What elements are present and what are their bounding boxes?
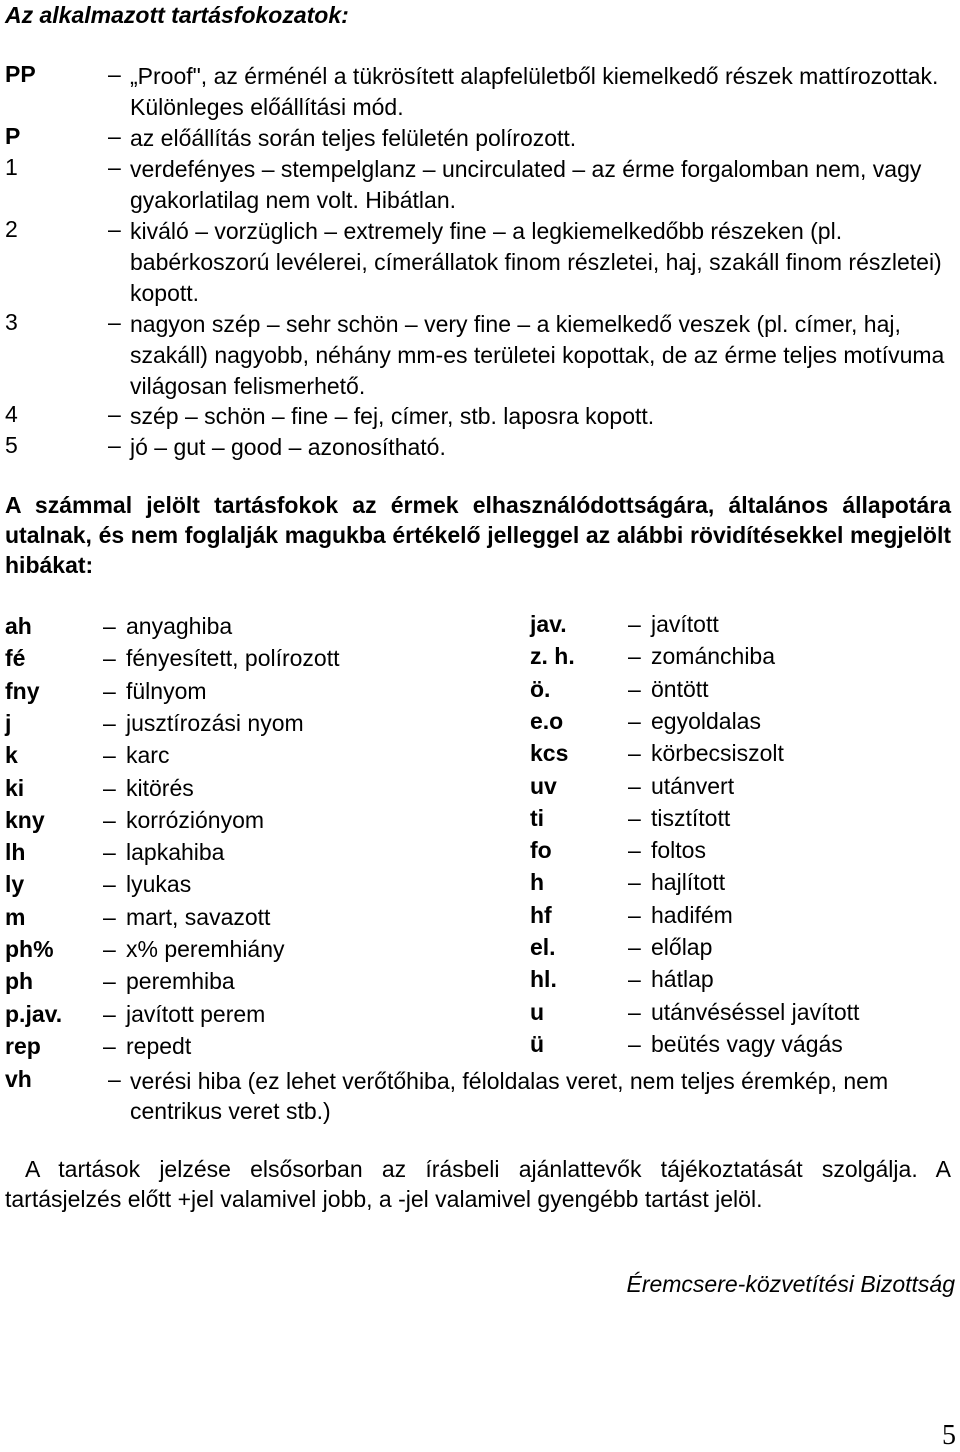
abbreviation-code: k <box>5 742 18 769</box>
abbreviation-desc: x% peremhiány <box>126 936 285 962</box>
abbreviation-item <box>530 837 950 867</box>
abbreviation-item <box>5 613 505 643</box>
dash: – <box>103 839 116 866</box>
abbreviation-item <box>5 936 505 966</box>
dash: – <box>108 216 121 242</box>
abbreviation-code: e.o <box>530 707 564 734</box>
grades-explanation: A számmal jelölt tartásfokok az érmek elhasználódottságára, általános állapotára utalnak, és nem foglalják magukba értékelő jelleggel az alábbi rövidítésekkel megjelölt hibákat: <box>5 492 951 578</box>
abbreviation-item <box>530 999 950 1029</box>
abbreviation-desc: beütés vagy vágás <box>651 1030 843 1057</box>
dash: – <box>103 903 116 930</box>
abbreviation-desc: előlap <box>651 934 713 960</box>
abbreviation-item <box>5 839 505 869</box>
dash: – <box>103 968 116 995</box>
dash: – <box>103 709 116 736</box>
abbreviation-item <box>5 1001 505 1031</box>
grade-code: PP <box>5 61 36 87</box>
grade-item <box>5 309 950 402</box>
dash: – <box>628 1030 641 1057</box>
abbreviation-desc: öntött <box>651 675 709 702</box>
signature: Éremcsere-közvetítési Bizottság <box>626 1271 955 1297</box>
grade-text: nagyon szép – sehr schön – very fine – a kiemelkedő veszek (pl. címer, haj, szakáll) nagyobb, néhány mm-es területei kopottak, de az érme teljes motívuma világosan felismerhető. <box>130 311 945 399</box>
abbreviation-code: ph <box>5 968 34 995</box>
abbreviation-code: m <box>5 903 26 930</box>
abbreviation-desc: hadifém <box>651 901 733 928</box>
abbreviation-desc: fülnyom <box>126 677 207 704</box>
abbreviation-item <box>530 708 950 738</box>
abbreviation-code: fo <box>530 837 552 864</box>
dash: – <box>628 772 641 799</box>
page-number: 5 <box>942 1420 956 1451</box>
grade-item <box>5 154 950 216</box>
grade-item <box>5 123 950 154</box>
dash: – <box>628 966 641 993</box>
abbreviation-desc: repedt <box>126 1032 192 1059</box>
dash: – <box>628 707 641 734</box>
dash: – <box>103 871 116 898</box>
abbreviation-code: ly <box>5 871 25 898</box>
abbreviation-code: lh <box>5 839 26 866</box>
dash: – <box>628 934 641 960</box>
abbreviation-code: ti <box>530 804 545 831</box>
abbreviation-code: hf <box>530 901 552 928</box>
dash: – <box>108 309 121 335</box>
abbreviation-item <box>5 710 505 740</box>
abbreviation-code: ah <box>5 613 32 639</box>
abbreviation-code: ph% <box>5 936 54 962</box>
dash: – <box>103 806 116 833</box>
abbreviation-code: u <box>530 998 545 1025</box>
abbreviation-item <box>5 904 505 934</box>
abbreviation-item <box>530 643 950 673</box>
grade-item <box>5 432 950 463</box>
abbreviation-item <box>530 740 950 770</box>
note-paragraph: A tartások jelzése elsősorban az írásbeli ajánlattevők tájékoztatását szolgálja. A tartásjelzés előtt +jel valamivel jobb, a -jel valamivel gyengébb tartást jelöl. <box>5 1156 951 1212</box>
abbreviation-desc: körbecsiszolt <box>651 740 784 767</box>
dash: – <box>628 643 641 670</box>
abbreviation-desc: hátlap <box>651 966 714 993</box>
abbreviation-item <box>5 871 505 901</box>
abbreviation-code: rep <box>5 1032 41 1059</box>
abbreviation-item <box>5 742 505 772</box>
grade-code: P <box>5 123 21 149</box>
dash: – <box>108 432 121 458</box>
dash: – <box>108 61 121 87</box>
grade-text: verdefényes – stempelglanz – uncirculated – az érme forgalomban nem, vagy gyakorlatilag nem volt. Hibátlan. <box>130 156 922 213</box>
dash: – <box>628 675 641 702</box>
abbreviation-code: kny <box>5 806 45 833</box>
abbreviation-code: jav. <box>530 611 567 637</box>
grade-code: 3 <box>5 309 18 335</box>
dash: – <box>103 613 116 639</box>
abbreviation-code: h <box>530 869 545 896</box>
abbreviation-item <box>5 645 505 675</box>
dash: – <box>628 869 641 896</box>
abbreviation-code: j <box>5 709 12 736</box>
abbreviation-code: uv <box>530 772 557 799</box>
abbreviation-code: vh <box>5 1066 32 1092</box>
grade-code: 1 <box>5 154 18 180</box>
abbreviation-code: ki <box>5 774 25 801</box>
abbreviation-desc: tisztított <box>651 804 731 831</box>
abbreviation-item <box>530 773 950 803</box>
abbreviation-code: z. h. <box>530 643 575 670</box>
abbreviation-desc: hajlított <box>651 869 726 896</box>
dash: – <box>628 804 641 831</box>
abbreviation-desc: foltos <box>651 837 706 864</box>
abbreviation-desc: korróziónyom <box>126 806 265 833</box>
grade-text: az előállítás során teljes felületén polírozott. <box>130 125 577 151</box>
dash: – <box>628 837 641 864</box>
abbreviation-item <box>530 902 950 932</box>
abbreviation-code: ö. <box>530 675 551 702</box>
abbreviation-desc: fényesített, polírozott <box>126 645 340 672</box>
abbreviation-desc: zománchiba <box>651 643 776 670</box>
abbreviation-item <box>5 968 505 998</box>
abbreviation-code: hl. <box>530 966 557 993</box>
abbreviation-desc: anyaghiba <box>126 613 233 639</box>
abbreviation-item <box>5 807 505 837</box>
abbreviation-item <box>530 869 950 899</box>
grade-text: „Proof", az érménél a tükrösített alapfelületből kiemelkedő részek mattírozottak. Különleges előállítási mód. <box>130 63 939 120</box>
abbreviation-item <box>530 1031 950 1061</box>
abbreviation-desc: peremhiba <box>126 968 235 995</box>
grade-code: 5 <box>5 432 18 458</box>
abbreviation-desc: verési hiba (ez lehet verőtőhiba, féloldalas veret, nem teljes éremkép, nem centrikus veret stb.) <box>130 1068 889 1124</box>
abbreviation-desc: mart, savazott <box>126 903 271 930</box>
abbreviation-desc: utánvéséssel javított <box>651 998 860 1025</box>
dash: – <box>108 154 121 180</box>
abbreviation-item <box>530 676 950 706</box>
abbreviation-desc: javított perem <box>126 1000 266 1027</box>
dash: – <box>628 901 641 928</box>
abbreviation-code: ü <box>530 1030 545 1057</box>
abbreviation-code: kcs <box>530 740 569 767</box>
abbreviation-desc: lyukas <box>126 871 192 898</box>
abbreviation-desc: utánvert <box>651 772 735 799</box>
abbreviation-desc: egyoldalas <box>651 707 761 734</box>
abbreviation-code: fny <box>5 677 40 704</box>
abbreviation-item <box>530 934 950 964</box>
grade-code: 2 <box>5 216 18 242</box>
dash: – <box>103 1032 116 1059</box>
grade-text: jó – gut – good – azonosítható. <box>130 434 446 460</box>
dash: – <box>628 998 641 1025</box>
dash: – <box>103 742 116 769</box>
abbreviation-item <box>530 966 950 996</box>
abbreviation-code: el. <box>530 934 556 960</box>
abbreviation-item <box>5 1033 505 1063</box>
abbreviation-desc: lapkahiba <box>126 839 225 866</box>
dash: – <box>628 611 641 637</box>
dash: – <box>103 1000 116 1027</box>
abbreviation-desc: kitörés <box>126 774 194 801</box>
grade-text: szép – schön – fine – fej, címer, stb. laposra kopott. <box>130 403 655 429</box>
dash: – <box>103 677 116 704</box>
grade-item <box>5 61 950 123</box>
grade-item <box>5 401 950 432</box>
abbreviation-item <box>530 611 950 641</box>
abbreviation-desc: karc <box>126 742 170 769</box>
dash: – <box>628 740 641 767</box>
grade-code: 4 <box>5 401 18 427</box>
grade-item <box>5 216 950 309</box>
grade-text: kiváló – vorzüglich – extremely fine – a legkiemelkedőbb részeken (pl. babérkoszorú levélerei, címerállatok finom részletei, haj, szakáll finom részletei) kopott. <box>130 218 942 306</box>
abbreviation-code: p.jav. <box>5 1000 63 1027</box>
abbreviation-desc: javított <box>651 611 719 637</box>
page-title: Az alkalmazott tartásfokozatok: <box>5 2 349 28</box>
dash: – <box>108 401 121 427</box>
dash: – <box>108 123 121 149</box>
dash: – <box>103 774 116 801</box>
abbreviation-desc: jusztírozási nyom <box>126 709 304 736</box>
dash: – <box>103 645 116 672</box>
dash: – <box>103 936 116 962</box>
abbreviation-item <box>530 805 950 835</box>
abbreviation-item <box>5 775 505 805</box>
dash: – <box>108 1066 121 1092</box>
abbreviation-code: fé <box>5 645 26 672</box>
abbreviation-item <box>5 678 505 708</box>
